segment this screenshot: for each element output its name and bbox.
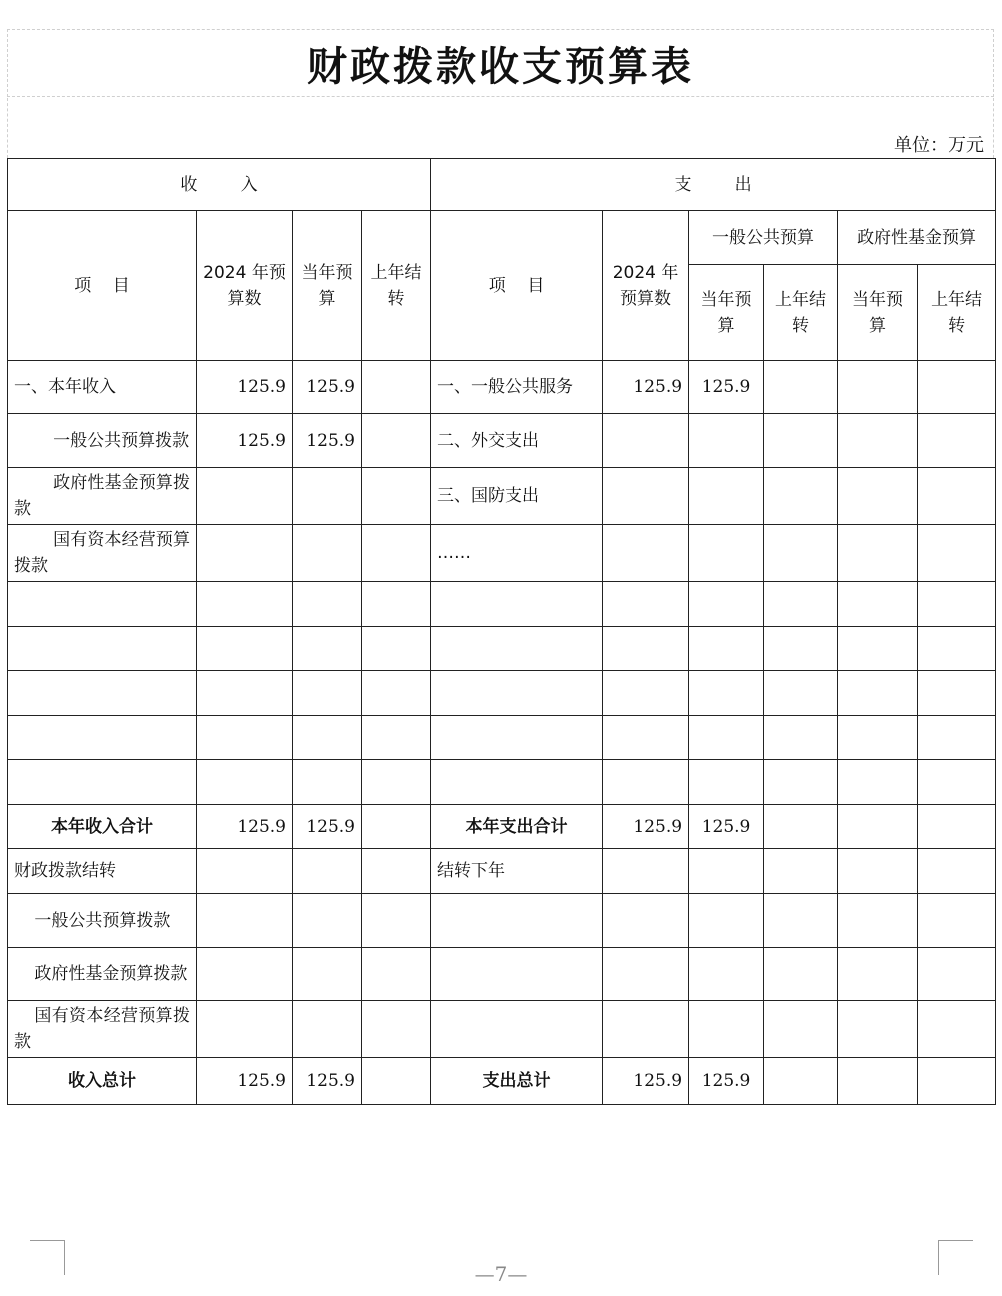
expense-item: 二、外交支出 (431, 414, 603, 468)
expense-2024: 125.9 (603, 361, 689, 414)
fund-current-header: 当年预算 (838, 265, 918, 361)
income-subtotal-label: 本年收入合计 (8, 805, 197, 849)
income-carry (362, 361, 431, 414)
table-row (8, 894, 996, 948)
table-row (8, 849, 996, 894)
table-row (8, 525, 996, 582)
income-item: 政府性基金预算拨款 (8, 468, 197, 525)
gen-current-header: 当年预算 (689, 265, 764, 361)
expense-total-2024: 125.9 (603, 1058, 689, 1105)
expense-total-label: 支出总计 (431, 1058, 603, 1105)
income-item: 一般公共预算拨款 (8, 414, 197, 468)
income-header: 收 入 (8, 159, 431, 211)
expense-2024-header: 2024 年预算数 (603, 211, 689, 361)
expense-item: …… (431, 525, 603, 582)
gen-carry (764, 525, 838, 582)
income-2024-header: 2024 年预算数 (197, 211, 293, 361)
expense-2024 (603, 525, 689, 582)
fund-current (838, 361, 918, 414)
carry-income-item: 一般公共预算拨款 (8, 894, 197, 948)
expense-item: 三、国防支出 (431, 468, 603, 525)
income-carry (362, 525, 431, 582)
income-item-header: 项 目 (8, 211, 197, 361)
fund-carry (918, 468, 996, 525)
expense-2024 (603, 414, 689, 468)
fund-carry (918, 525, 996, 582)
gen-carry (764, 468, 838, 525)
budget-table (7, 158, 996, 1105)
fund-current (838, 414, 918, 468)
gen-carry (764, 414, 838, 468)
income-2024 (197, 525, 293, 582)
gen-carry-header: 上年结转 (764, 265, 838, 361)
carry-expense-item: 结转下年 (431, 849, 603, 894)
expense-header: 支 出 (431, 159, 996, 211)
gen-current (689, 525, 764, 582)
fund-carry (918, 414, 996, 468)
income-current-header: 当年预算 (293, 211, 362, 361)
fund-carry-header: 上年结转 (918, 265, 996, 361)
income-2024: 125.9 (197, 414, 293, 468)
expense-item: 一、一般公共服务 (431, 361, 603, 414)
carry-expense-item (431, 948, 603, 1001)
income-total-current: 125.9 (293, 1058, 362, 1105)
table-row (8, 948, 996, 1001)
income-carry (362, 414, 431, 468)
income-subtotal-2024: 125.9 (197, 805, 293, 849)
carry-expense-item (431, 894, 603, 948)
carry-income-item: 财政拨款结转 (8, 849, 197, 894)
empty-row (8, 716, 996, 760)
income-item: 国有资本经营预算拨款 (8, 525, 197, 582)
expense-subtotal-2024: 125.9 (603, 805, 689, 849)
general-budget-header: 一般公共预算 (689, 211, 838, 265)
income-item: 一、本年收入 (8, 361, 197, 414)
table-row (8, 414, 996, 468)
carry-expense-item (431, 1001, 603, 1058)
income-current: 125.9 (293, 361, 362, 414)
income-current (293, 468, 362, 525)
income-subtotal-current: 125.9 (293, 805, 362, 849)
gen-current (689, 468, 764, 525)
income-current (293, 525, 362, 582)
page-number: —7— (474, 1262, 528, 1286)
gen-carry (764, 361, 838, 414)
page-title: 财政拨款收支预算表 (307, 42, 694, 90)
gen-subtotal-current: 125.9 (689, 805, 764, 849)
empty-row (8, 760, 996, 805)
total-row (8, 1058, 996, 1105)
income-2024: 125.9 (197, 361, 293, 414)
fund-current (838, 468, 918, 525)
carry-income-item: 国有资本经营预算拨款 (8, 1001, 197, 1058)
gen-total-current: 125.9 (689, 1058, 764, 1105)
expense-2024 (603, 468, 689, 525)
title-box (7, 29, 994, 97)
subtotal-row (8, 805, 996, 849)
carry-income-item: 政府性基金预算拨款 (8, 948, 197, 1001)
expense-item-header: 项 目 (431, 211, 603, 361)
income-total-2024: 125.9 (197, 1058, 293, 1105)
gen-current (689, 414, 764, 468)
gen-current: 125.9 (689, 361, 764, 414)
empty-row (8, 627, 996, 671)
table-row (8, 468, 996, 525)
empty-row (8, 671, 996, 716)
income-2024 (197, 468, 293, 525)
empty-row (8, 582, 996, 627)
unit-box (7, 98, 994, 158)
income-total-label: 收入总计 (8, 1058, 197, 1105)
income-carry (362, 468, 431, 525)
unit-label: 单位：万元 (894, 135, 984, 156)
income-carry-header: 上年结转 (362, 211, 431, 361)
fund-budget-header: 政府性基金预算 (838, 211, 996, 265)
table-row (8, 361, 996, 414)
fund-carry (918, 361, 996, 414)
expense-subtotal-label: 本年支出合计 (431, 805, 603, 849)
table-row (8, 1001, 996, 1058)
fund-current (838, 525, 918, 582)
income-current: 125.9 (293, 414, 362, 468)
